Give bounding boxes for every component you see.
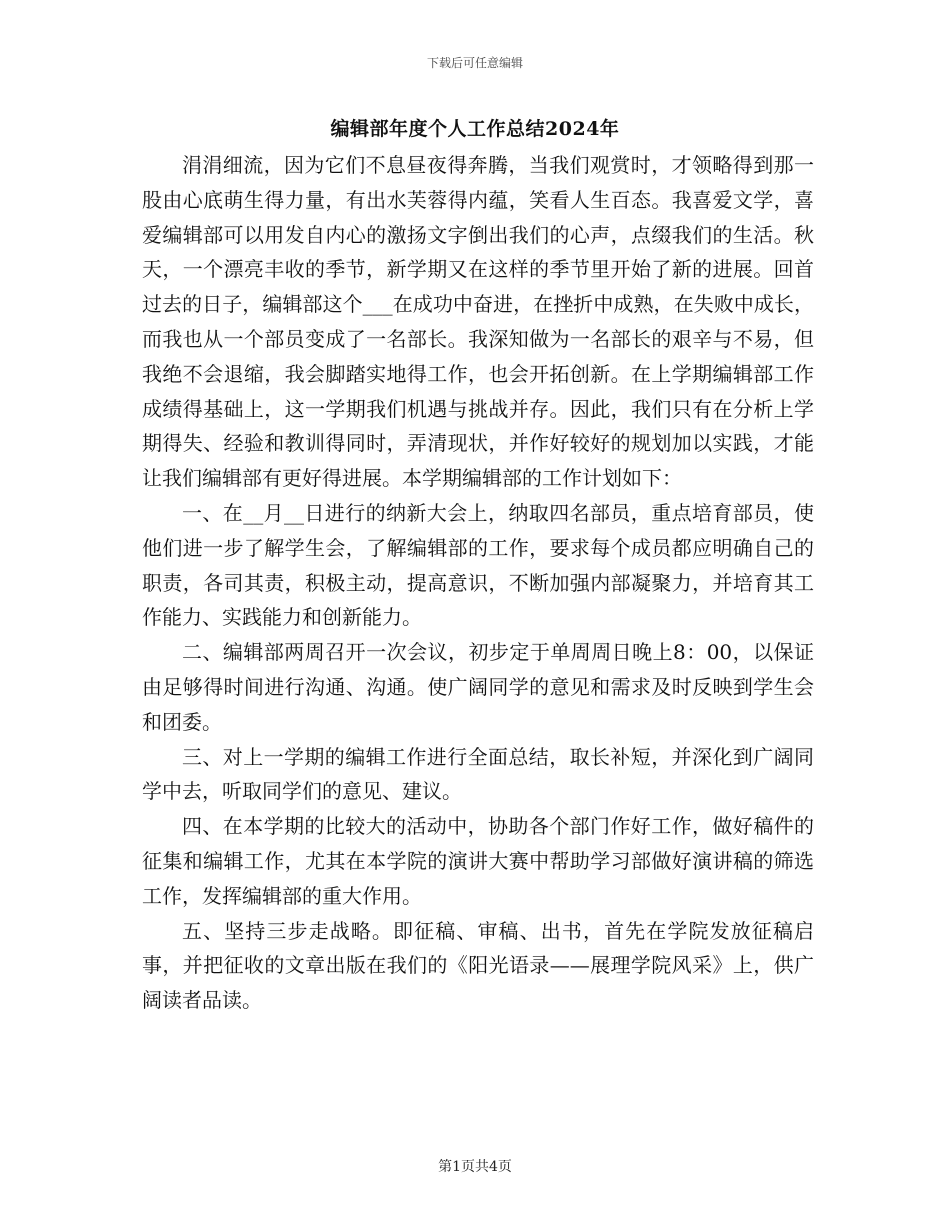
page-header-note: 下载后可任意编辑: [426, 56, 523, 70]
paragraph-item-3: 三、对上一学期的编辑工作进行全面总结，取长补短，并深化到广阔同学中去，听取同学们的意见、建议。: [142, 744, 814, 804]
document-title: 编辑部年度个人工作总结2024年: [330, 118, 620, 140]
paragraph-intro: 涓涓细流，因为它们不息昼夜得奔腾，当我们观赏时，才领略得到那一股由心底萌生得力量，有出水芙蓉得内蕴，笑看人生百态。我喜爱文学，喜爱编辑部可以用发自内心的激扬文字倒出我们的心声，点缀我们的生活。秋天，一个漂亮丰收的季节，新学期又在这样的季节里开始了新的进展。回首过去的日子，编辑部这个___在成功中奋进，在挫折中成熟，在失败中成长，而我也从一个部员变成了一名部长。我深知做为一名部长的艰辛与不易，但我绝不会退缩，我会脚踏实地得工作，也会开拓创新。在上学期编辑部工作成绩得基础上，这一学期我们机遇与挑战并存。因此，我们只有在分析上学期得失、经验和教训得同时，弄清现状，并作好较好的规划加以实践，才能让我们编辑部有更好得进展。本学期编辑部的工作计划如下：: [142, 153, 814, 491]
paragraph-item-5: 五、坚持三步走战略。即征稿、审稿、出书，首先在学院发放征稿启事，并把征收的文章出版在我们的《阳光语录——展理学院风采》上，供广阔读者品读。: [142, 918, 814, 1013]
paragraph-item-4: 四、在本学期的比较大的活动中，协助各个部门作好工作，做好稿件的征集和编辑工作，尤其在本学院的演讲大赛中帮助学习部做好演讲稿的筛选工作，发挥编辑部的重大作用。: [142, 814, 814, 908]
page-number-footer: 第1页共4页: [438, 1159, 512, 1175]
document-body: [142, 148, 814, 1018]
paragraph-item-1: 一、在__月__日进行的纳新大会上，纳取四名部员，重点培育部员，使他们进一步了解学生会，了解编辑部的工作，要求每个成员都应明确自己的职责，各司其责，积极主动，提高意识，不断加强内部凝聚力，并培育其工作能力、实践能力和创新能力。: [142, 500, 814, 630]
paragraph-item-2: 二、编辑部两周召开一次会议，初步定于单周周日晚上8：00，以保证由足够得时间进行沟通、沟通。使广阔同学的意见和需求及时反映到学生会和团委。: [142, 640, 814, 734]
